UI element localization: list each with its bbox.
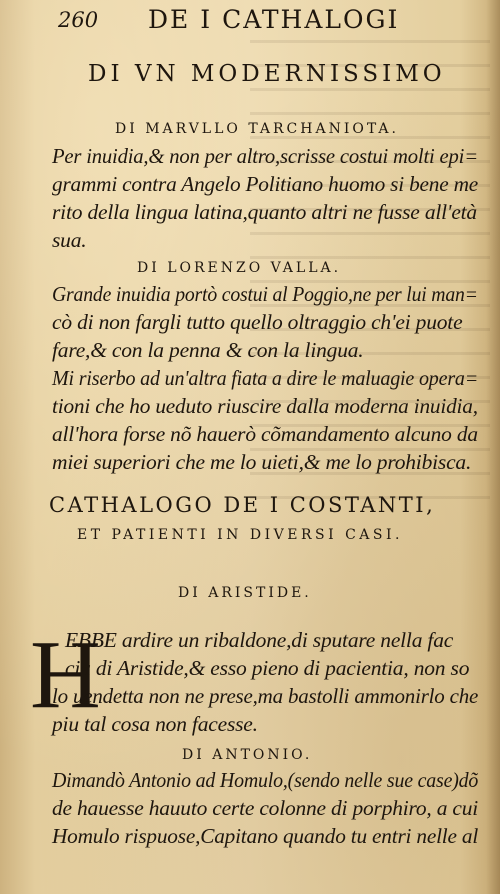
catalog-heading: CATHALOGO DE I COSTANTI, xyxy=(49,493,436,517)
section-heading-modernissimo: DI VN MODERNISSIMO xyxy=(88,61,446,87)
subheading-antonio: DI ANTONIO. xyxy=(182,747,313,763)
page-number: 260 xyxy=(58,8,99,32)
text-line: de hauesse hauuto certe colonne di porphiro, a cui xyxy=(52,796,479,820)
subheading-marullo: DI MARVLLO TARCHANIOTA. xyxy=(115,121,399,137)
subheading-aristide: DI ARISTIDE. xyxy=(178,585,312,601)
text-line: cia di Aristide,& esso pieno di pacientia, non so xyxy=(65,656,470,680)
text-line: rito della lingua latina,quanto altri ne fusse all'età xyxy=(52,200,477,224)
text-line: piu tal cosa non facesse. xyxy=(52,712,258,736)
text-line: grammi contra Angelo Politiano huomo si bene me xyxy=(52,172,479,196)
text-line: Dimandò Antonio ad Homulo,(sendo nelle sue case)dõ xyxy=(52,768,479,792)
text-line: all'hora forse nõ hauerò cõmandamento alcuno da xyxy=(52,422,478,446)
text-line: Homulo rispuose,Capitano quando tu entri nelle al xyxy=(52,824,479,848)
text-line: cò di non fargli tutto quello oltraggio ch'ei puote xyxy=(52,310,463,334)
text-line: fare,& con la penna & con la lingua. xyxy=(52,338,364,362)
text-line: EBBE ardire un ribaldone,di sputare nella fac xyxy=(65,628,454,652)
catalog-subheading: ET PATIENTI IN DIVERSI CASI. xyxy=(77,527,403,543)
text-line: tioni che ho ueduto riuscire dalla moderna inuidia, xyxy=(52,394,478,418)
running-head: DE I CATHALOGI xyxy=(148,5,400,34)
drop-cap-letter: H xyxy=(30,621,101,729)
text-line: Grande inuidia portò costui al Poggio,ne per lui man= xyxy=(52,282,478,306)
text-line: sua. xyxy=(52,228,87,252)
subheading-valla: DI LORENZO VALLA. xyxy=(137,260,342,276)
text-line: miei superiori che me lo uieti,& me lo prohibisca. xyxy=(52,450,472,474)
text-line: Per inuidia,& non per altro,scrisse costui molti epi= xyxy=(52,144,478,168)
text-line: lo uendetta non ne prese,ma bastolli ammonirlo che xyxy=(52,684,479,708)
text-line: Mi riserbo ad un'altra fiata a dire le maluagie opera= xyxy=(52,366,479,390)
page-gutter-shadow xyxy=(486,0,500,894)
